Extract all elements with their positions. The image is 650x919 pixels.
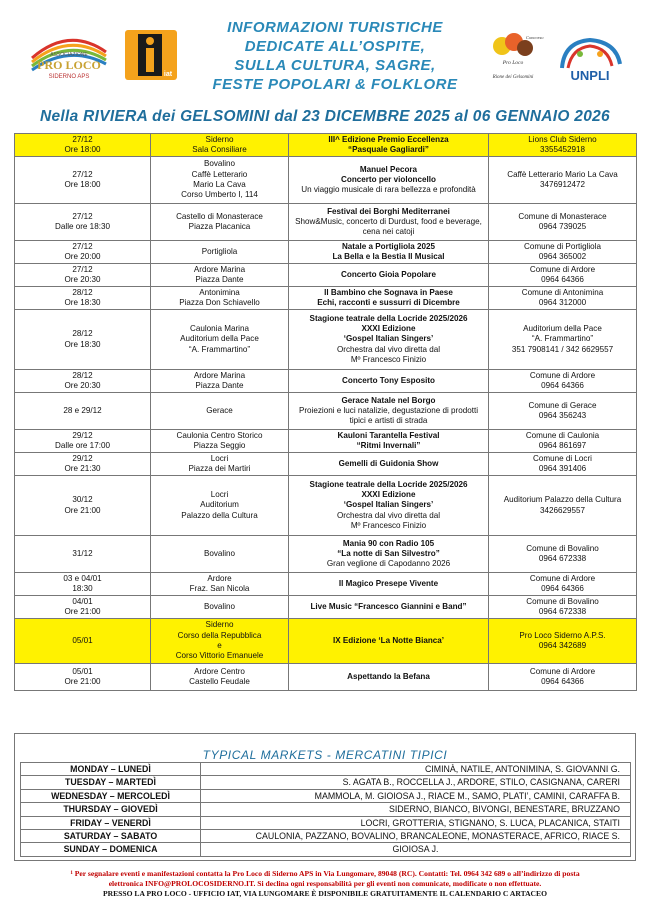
event-place-line: Piazza Placanica	[188, 222, 251, 231]
event-contact-cell	[489, 619, 637, 664]
market-day: SATURDAY – SABATO	[21, 829, 201, 842]
event-title-line: Mº Francesco Finizio	[350, 354, 427, 364]
event-title-line: Gran veglione di Capodanno 2026	[326, 559, 451, 569]
market-row	[21, 829, 631, 842]
event-contact-line: Comune di Bovalino	[526, 543, 599, 553]
market-row	[21, 803, 631, 816]
event-date-cell	[15, 310, 151, 370]
event-place-cell	[151, 393, 289, 430]
event-date-line: Ore 20:30	[64, 275, 101, 284]
event-contact-line: 0964 365002	[538, 252, 587, 261]
event-title-cell	[289, 573, 489, 596]
event-contact-cell	[489, 453, 637, 476]
event-place-line: Gerace	[206, 405, 233, 415]
footer-line	[14, 869, 636, 879]
event-place-line: Castello di Monasterace	[176, 211, 263, 221]
event-place-cell	[151, 430, 289, 453]
event-date-line: 18:30	[72, 584, 93, 593]
market-row	[21, 843, 631, 856]
event-place-line: Ardore	[207, 573, 232, 583]
event-date-line: 05/01	[72, 635, 93, 645]
event-title-line: ‘Gospel Italian Singers’	[343, 334, 434, 344]
event-contact-line: Comune di Bovalino	[526, 596, 599, 606]
event-title-line: Orchestra dal vivo diretta dal	[336, 344, 441, 354]
event-contact-line: Comune di Ardore	[529, 666, 596, 676]
event-place-line: Piazza Dante	[195, 275, 244, 284]
event-date-line: 27/12	[72, 211, 93, 221]
event-place-cell	[151, 134, 289, 157]
event-title-line: “La notte di San Silvestro”	[337, 548, 440, 558]
event-contact-line: Comune di Monasterace	[518, 211, 607, 221]
event-title-line: ‘Gospel Italian Singers’	[343, 500, 434, 510]
event-contact-line: Comune di Ardore	[529, 573, 596, 583]
svg-text:Concorso: Concorso	[526, 35, 544, 40]
event-date-line: Ore 18:30	[64, 339, 101, 349]
event-row	[15, 204, 637, 241]
event-date-cell	[15, 476, 151, 536]
event-title-cell	[289, 476, 489, 536]
event-date-line: 29/12	[72, 453, 93, 463]
footer-text: elettronica	[108, 879, 144, 888]
event-row	[15, 536, 637, 573]
event-place-cell	[151, 573, 289, 596]
event-place-cell	[151, 664, 289, 691]
event-date-cell	[15, 619, 151, 664]
event-title-cell	[289, 453, 489, 476]
event-place-cell	[151, 264, 289, 287]
event-date-cell	[15, 264, 151, 287]
event-contact-cell	[489, 664, 637, 691]
event-place-cell	[151, 204, 289, 241]
event-title-line: Gerace Natale nel Borgo	[341, 395, 436, 405]
event-contact-line: 0964 64366	[541, 381, 584, 390]
market-day: SUNDAY – DOMENICA	[21, 843, 201, 856]
event-place-line: Siderno	[205, 134, 234, 144]
event-date-cell	[15, 393, 151, 430]
event-place-cell	[151, 157, 289, 204]
event-place-line: “A. Frammartino”	[188, 344, 251, 354]
event-title-cell	[289, 393, 489, 430]
event-date-cell	[15, 573, 151, 596]
event-place-line: Auditorium della Pace	[180, 334, 259, 344]
event-row	[15, 619, 637, 664]
svg-text:Rione dei Gelsomini: Rione dei Gelsomini	[492, 75, 534, 80]
title-line: INFORMAZIONI TURISTICHE	[227, 19, 443, 36]
event-place-cell	[151, 370, 289, 393]
event-date-cell	[15, 134, 151, 157]
markets-table-body	[21, 763, 631, 857]
market-towns: MAMMOLA, M. GIOIOSA J., RIACE M., SAMO, PLATI’, CAMINI, CARAFFA B.	[201, 789, 631, 802]
event-place-line: Piazza Dante	[195, 381, 244, 390]
event-contact-line: Comune di Gerace	[528, 400, 597, 410]
event-contact-line: 0964 861697	[538, 441, 587, 450]
market-row	[21, 816, 631, 829]
svg-text:Pro Loco: Pro Loco	[502, 60, 524, 66]
event-place-line: Corso della Repubblica	[177, 630, 262, 640]
event-row	[15, 430, 637, 453]
event-row	[15, 476, 637, 536]
footer-contact-text: Per segnalare eventi e manifestazioni contatta la Pro Loco di Siderno APS in Via Lungomare, 89048 (RC). Contatti: Tel. 0964 342 689 o all’indirizzo di posta	[74, 869, 580, 878]
event-title-line: Concerto Tony Esposito	[342, 375, 435, 385]
event-contact-line: 3355452918	[539, 145, 585, 154]
event-title-line: Stagione teatrale della Locride 2025/2026	[309, 479, 468, 489]
event-place-line: Locri	[210, 490, 229, 500]
event-title-cell	[289, 287, 489, 310]
market-towns: SIDERNO, BIANCO, BIVONGI, BENESTARE, BRUZZANO	[201, 803, 631, 816]
event-date-line: Ore 21:00	[64, 607, 101, 616]
event-row	[15, 453, 637, 476]
event-date-line: 30/12	[72, 495, 93, 505]
event-row	[15, 664, 637, 691]
event-contact-cell	[489, 536, 637, 573]
event-title-cell	[289, 241, 489, 264]
event-date-line: 27/12	[72, 241, 93, 251]
event-date-cell	[15, 536, 151, 573]
event-place-line: e	[217, 641, 222, 650]
event-date-line: Dalle ore 18:30	[55, 222, 110, 231]
event-place-line: Ardore Marina	[193, 264, 246, 274]
event-contact-cell	[489, 264, 637, 287]
event-row	[15, 134, 637, 157]
event-title-line: La Bella e la Bestia Il Musical	[332, 252, 445, 261]
event-contact-line: 351 7908141 / 342 6629557	[511, 344, 614, 354]
event-row	[15, 264, 637, 287]
event-date-line: Ore 21:00	[64, 677, 101, 686]
footer-disclaimer: . Si declina ogni responsabilità per gli eventi non comunicate, modificate o non effettuate.	[253, 879, 542, 888]
event-contact-line: 0964 356243	[538, 411, 587, 420]
event-date-line: Ore 21:00	[64, 505, 101, 515]
markets-title: TYPICAL MARKETS - MERCATINI TIPICI	[202, 748, 448, 762]
event-title-line: Kauloni Tarantella Festival	[337, 430, 440, 440]
markets-table	[20, 762, 631, 857]
event-title-cell	[289, 536, 489, 573]
event-contact-line: Pro Loco Siderno A.P.S.	[519, 630, 606, 640]
event-title-line: Orchestra dal vivo diretta dal	[336, 510, 441, 520]
event-date-line: Ore 21:30	[64, 464, 101, 473]
iat-logo	[125, 30, 177, 80]
market-day: THURSDAY – GIOVEDÌ	[21, 803, 201, 816]
event-place-cell	[151, 241, 289, 264]
event-title-cell	[289, 157, 489, 204]
event-title-line: Echi, racconti e sussurri di Dicembre	[317, 298, 460, 307]
market-row	[21, 763, 631, 776]
event-place-line: Auditorium	[200, 500, 239, 510]
footnote-mark: 1	[70, 871, 73, 876]
event-contact-cell	[489, 370, 637, 393]
event-contact-cell	[489, 204, 637, 241]
event-title-line: Mania 90 con Radio 105	[342, 538, 435, 548]
event-place-line: Locri	[210, 453, 229, 463]
event-date-cell	[15, 157, 151, 204]
event-contact-line: 0964 64366	[541, 584, 584, 593]
event-place-line: Corso Vittorio Emanuele	[175, 651, 264, 661]
event-contact-line: “A. Frammartino”	[531, 334, 594, 344]
event-title-cell	[289, 430, 489, 453]
event-date-cell	[15, 204, 151, 241]
event-place-cell	[151, 536, 289, 573]
events-table	[14, 133, 637, 691]
event-row	[15, 370, 637, 393]
event-contact-line: Comune di Portigliola	[524, 241, 601, 251]
pro-loco-siderno-logo	[24, 28, 114, 88]
event-row	[15, 596, 637, 619]
footer-calendar-note: PRESSO LA PRO LOCO - UFFICIO IAT, VIA LUNGOMARE È DISPONIBILE GRATUITAMENTE IL CALENDARIO C ARTACEO	[102, 889, 548, 898]
event-contact-line: Comune di Ardore	[529, 264, 596, 274]
market-towns: S. AGATA B., ROCCELLA J., ARDORE, STILO, CASIGNANA, CARERI	[201, 776, 631, 789]
event-title-line: Proiezioni e luci natalizie, degustazione di prodotti tipici e artisti di strada	[298, 405, 479, 426]
market-day: MONDAY – LUNEDÌ	[21, 763, 201, 776]
event-date-cell	[15, 453, 151, 476]
event-contact-cell	[489, 310, 637, 370]
event-place-line: Caulonia Marina	[190, 324, 249, 334]
event-title-line: Live Music “Francesco Giannini e Band”	[310, 601, 467, 611]
footer-line	[14, 879, 636, 889]
svg-text:iat: iat	[163, 71, 173, 78]
event-place-cell	[151, 619, 289, 664]
event-place-cell	[151, 476, 289, 536]
market-day: FRIDAY – VENERDÌ	[21, 816, 201, 829]
title-line: SULLA CULTURA, SAGRE,	[234, 57, 436, 74]
event-date-line: Dalle ore 17:00	[55, 441, 110, 450]
event-date-line: Ore 18:00	[64, 180, 101, 189]
event-title-line: Il Bambino che Sognava in Paese	[324, 287, 453, 297]
event-contact-cell	[489, 393, 637, 430]
event-date-cell	[15, 370, 151, 393]
event-place-line: Caulonia Centro Storico	[176, 430, 263, 440]
event-place-line: Piazza Don Schiavello	[179, 298, 260, 307]
event-date-line: 28 e 29/12	[63, 405, 102, 415]
event-place-line: Ardore Centro	[194, 666, 245, 676]
event-row	[15, 310, 637, 370]
event-contact-cell	[489, 476, 637, 536]
event-title-line: Mº Francesco Finizio	[350, 520, 427, 530]
event-contact-line: 0964 64366	[541, 275, 584, 284]
market-row	[21, 789, 631, 802]
event-title-cell	[289, 596, 489, 619]
event-place-line: Ardore Marina	[193, 370, 246, 380]
event-date-line: Ore 18:00	[64, 145, 101, 154]
event-date-line: 05/01	[72, 666, 93, 676]
event-place-line: Siderno	[205, 620, 234, 630]
event-place-line: Castello Feudale	[189, 677, 250, 686]
event-date-cell	[15, 241, 151, 264]
event-place-line: Piazza Seggio	[193, 441, 246, 450]
title-line: FESTE POPOLARI & FOLKLORE	[212, 76, 458, 93]
event-row	[15, 573, 637, 596]
event-date-line: 28/12	[72, 329, 93, 339]
event-place-line: Palazzo della Cultura	[181, 510, 258, 520]
event-title-cell	[289, 664, 489, 691]
event-contact-cell	[489, 241, 637, 264]
concorso-pro-loco-logo	[482, 28, 544, 84]
market-day: TUESDAY – MARTEDÌ	[21, 776, 201, 789]
event-date-line: 04/01	[72, 596, 93, 606]
market-towns: GIOIOSA J.	[201, 843, 631, 856]
footer-email-link[interactable]: INFO@PROLOCOSIDERNO.IT	[145, 879, 254, 888]
market-towns: CIMINÀ, NATILE, ANTONIMINA, S. GIOVANNI G.	[201, 763, 631, 776]
event-place-line: Antonimina	[199, 287, 240, 297]
event-date-line: Ore 20:30	[64, 381, 101, 390]
event-contact-line: 3426629557	[539, 505, 585, 515]
event-place-cell	[151, 453, 289, 476]
event-date-line: 31/12	[72, 548, 93, 558]
event-title-cell	[289, 264, 489, 287]
event-place-line: Mario La Cava	[193, 180, 246, 189]
event-date-line: 28/12	[72, 370, 93, 380]
markets-section	[14, 733, 636, 861]
svg-text:PRO LOCO: PRO LOCO	[37, 58, 101, 72]
event-row	[15, 241, 637, 264]
event-place-line: Caffè Letterario	[191, 169, 248, 179]
unpli-logo	[550, 34, 630, 86]
event-title-cell	[289, 134, 489, 157]
event-contact-line: 0964 739025	[538, 222, 587, 231]
event-title-line: “Pasquale Gagliardi”	[348, 145, 429, 154]
event-contact-cell	[489, 157, 637, 204]
market-towns: CAULONIA, PAZZANO, BOVALINO, BRANCALEONE, MONASTERACE, AFRICO, RIACE S.	[201, 829, 631, 842]
event-title-line: Un viaggio musicale di rara bellezza e profondità	[301, 185, 476, 195]
svg-text:SIDERNO APS: SIDERNO APS	[48, 74, 90, 80]
market-row	[21, 776, 631, 789]
event-date-cell	[15, 430, 151, 453]
event-place-cell	[151, 596, 289, 619]
event-row	[15, 287, 637, 310]
event-title-line: IX Edizione ‘La Notte Bianca’	[332, 635, 445, 645]
event-date-line: Ore 20:00	[64, 252, 101, 261]
event-date-line: 03 e 04/01	[63, 573, 102, 583]
page-title	[190, 18, 480, 94]
event-contact-line: 0964 391406	[538, 464, 587, 473]
event-place-line: Bovalino	[203, 159, 236, 169]
event-row	[15, 157, 637, 204]
event-place-line: Portigliola	[201, 246, 238, 256]
event-title-line: Concerto per violoncello	[341, 174, 436, 184]
event-title-line: Festival dei Borghi Mediterranei	[327, 206, 450, 216]
event-title-line: Natale a Portigliola 2025	[341, 241, 436, 251]
event-title-line: XXXI Edizione	[361, 324, 416, 334]
events-table-body	[15, 134, 637, 691]
event-date-line: 27/12	[72, 169, 93, 179]
footer-note	[14, 869, 636, 899]
event-contact-cell	[489, 287, 637, 310]
event-place-line: Piazza dei Martiri	[188, 464, 251, 473]
page-header	[0, 0, 650, 105]
event-contact-line: 3476912472	[539, 180, 585, 189]
event-contact-cell	[489, 134, 637, 157]
event-title-cell	[289, 370, 489, 393]
event-title-line: Aspettando la Befana	[347, 671, 430, 681]
event-contact-line: Auditorium Palazzo della Cultura	[503, 495, 622, 505]
event-place-cell	[151, 287, 289, 310]
event-place-line: Corso Umberto I, 114	[181, 190, 258, 200]
event-contact-line: 0964 64366	[541, 677, 584, 686]
event-title-line: XXXI Edizione	[361, 490, 416, 500]
event-date-cell	[15, 664, 151, 691]
title-line: DEDICATE ALL’OSPITE,	[244, 38, 426, 55]
event-date-line: 29/12	[72, 430, 93, 440]
event-contact-cell	[489, 596, 637, 619]
event-contact-line: 0964 342689	[538, 641, 587, 650]
event-contact-cell	[489, 430, 637, 453]
event-date-cell	[15, 287, 151, 310]
event-title-cell	[289, 619, 489, 664]
event-contact-line: Comune di Ardore	[529, 370, 596, 380]
market-day: WEDNESDAY – MERCOLEDÌ	[21, 789, 201, 802]
event-title-cell	[289, 204, 489, 241]
event-contact-line: Comune di Antonimina	[521, 287, 604, 297]
event-title-line: Manuel Pecora	[359, 164, 418, 174]
event-contact-line: 0964 672338	[538, 554, 587, 563]
event-title-line: Concerto Gioia Popolare	[341, 269, 436, 279]
event-place-line: Sala Consiliare	[192, 145, 247, 154]
event-date-line: 27/12	[72, 264, 93, 274]
event-title-line: Il Magico Presepe Vivente	[338, 578, 439, 588]
event-contact-line: 0964 312000	[538, 298, 587, 307]
event-contact-line: Auditorium della Pace	[523, 324, 602, 334]
event-place-line: Bovalino	[203, 548, 236, 558]
event-date-line: Ore 18:30	[64, 298, 101, 307]
event-title-line: Show&Music, concerto di Durdust, food e beverage, cena nei catoji	[295, 216, 482, 237]
event-date-cell	[15, 596, 151, 619]
page-subtitle: Nella RIVIERA dei GELSOMINI dal 23 DICEMBRE 2025 al 06 GENNAIO 2026	[40, 108, 610, 125]
event-contact-line: Comune di Caulonia	[525, 430, 600, 440]
event-date-line: 27/12	[72, 134, 93, 144]
event-contact-line: Comune di Locri	[533, 453, 592, 463]
event-contact-line: 0964 672338	[538, 607, 587, 616]
event-title-line: “Ritmi Invernali”	[356, 441, 421, 450]
event-contact-line: Caffè Letterario Mario La Cava	[507, 169, 618, 179]
event-place-line: Bovalino	[203, 601, 236, 611]
event-date-line: 28/12	[72, 287, 93, 297]
event-row	[15, 393, 637, 430]
svg-text:ASSOCIAZIONE: ASSOCIAZIONE	[50, 52, 88, 58]
event-place-cell	[151, 310, 289, 370]
event-place-line: Fraz. San Nicola	[189, 584, 250, 593]
event-title-line: Gemelli di Guidonia Show	[338, 458, 439, 468]
event-title-cell	[289, 310, 489, 370]
event-title-line: III^ Edizione Premio Eccellenza	[328, 134, 449, 144]
svg-text:UNPLI: UNPLI	[570, 68, 610, 83]
event-contact-cell	[489, 573, 637, 596]
market-towns: LOCRI, GROTTERIA, STIGNANO, S. LUCA, PLACANICA, STAITI	[201, 816, 631, 829]
event-contact-line: Lions Club Siderno	[528, 134, 597, 144]
event-title-line: Stagione teatrale della Locride 2025/2026	[309, 313, 468, 323]
